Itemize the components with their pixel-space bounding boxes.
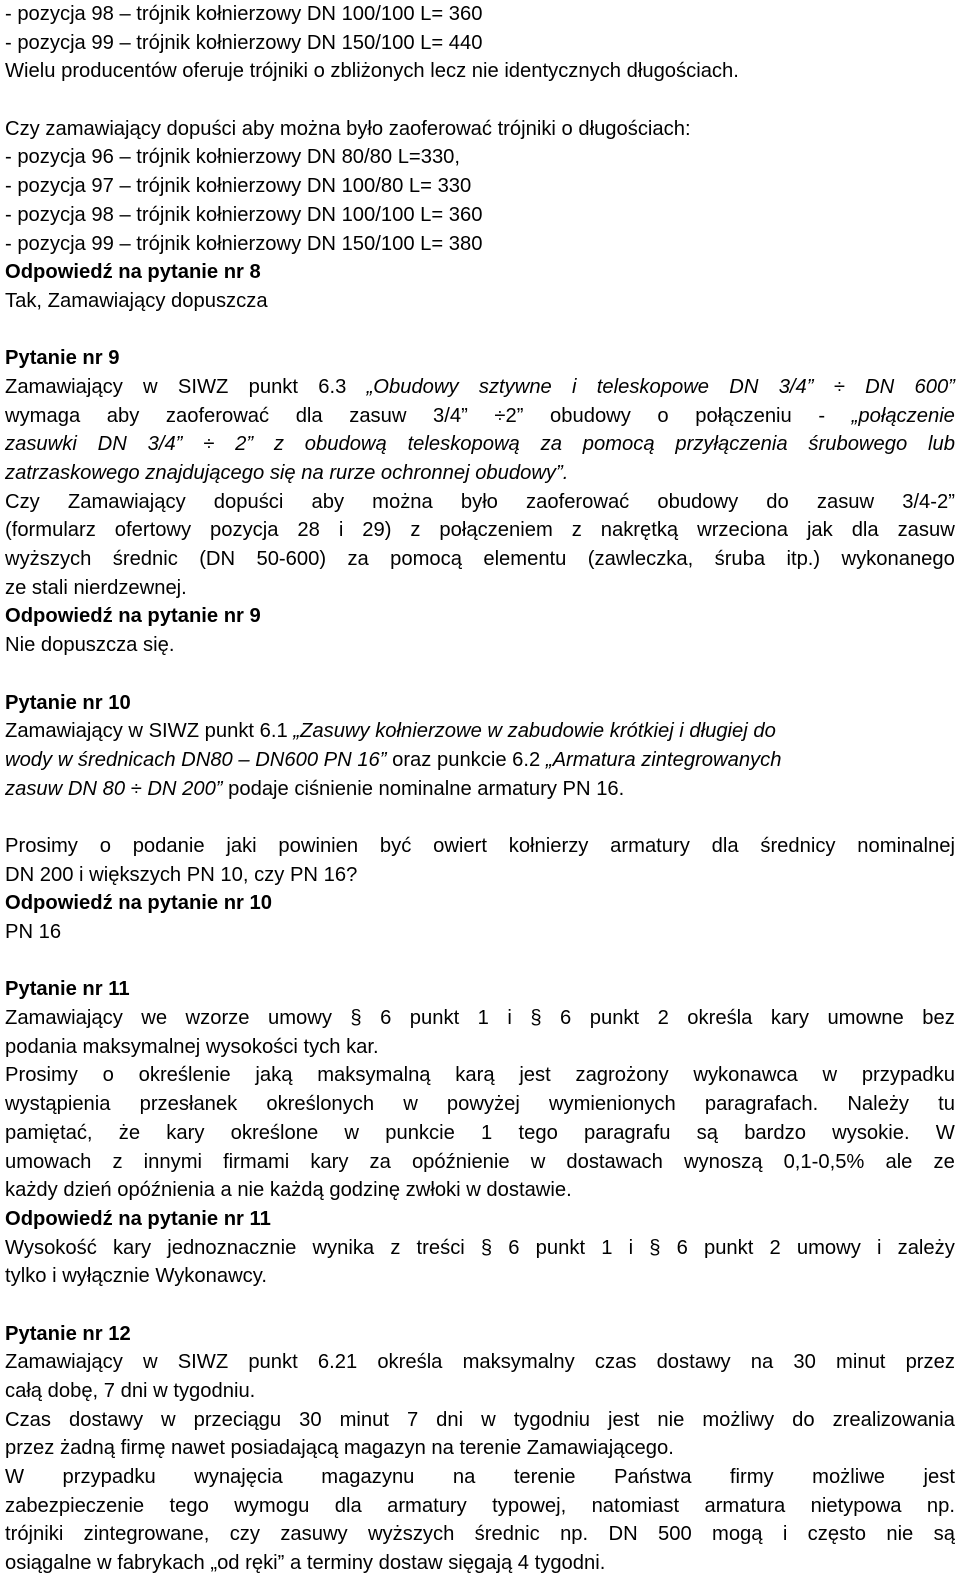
- question-heading-10: Pytanie nr 10: [5, 691, 131, 714]
- word: za: [347, 548, 369, 571]
- justified-line: [5, 1004, 955, 1033]
- word: tego: [169, 1494, 209, 1517]
- text-line: - pozycja 98 – trójnik kołnierzowy DN 100/100 L= 360: [5, 3, 483, 25]
- word: zaoferować: [165, 404, 270, 427]
- word: przypadku: [861, 1064, 955, 1087]
- word: DN: [97, 433, 127, 456]
- word: 6: [508, 1236, 520, 1259]
- word: wykonawca: [693, 1064, 798, 1087]
- word: „Obudowy: [366, 375, 459, 398]
- word: nakrętką: [600, 519, 679, 542]
- word: nominalnej: [857, 834, 955, 857]
- word: (DN: [199, 548, 236, 571]
- word: jaką: [255, 1064, 293, 1087]
- justified-line: [5, 1463, 955, 1492]
- word: z: [410, 519, 421, 542]
- text-run: Zamawiający w SIWZ punkt 6.1: [5, 720, 294, 743]
- question-heading-9: Pytanie nr 9: [5, 347, 120, 370]
- answer-heading-8: Odpowiedź na pytanie nr 8: [5, 261, 261, 284]
- word: wykonanego: [841, 548, 955, 571]
- text-line: każdy dzień opóźnienia a nie każdą godzinę zwłoki w dostawie.: [5, 1179, 572, 1202]
- word: dni: [436, 1408, 464, 1431]
- word: 3/4-2”: [902, 490, 955, 513]
- word: sztywne: [478, 375, 552, 398]
- word: średnic: [474, 1523, 540, 1546]
- word: punkt: [409, 1007, 460, 1030]
- text-line: - pozycja 97 – trójnik kołnierzowy DN 100/80 L= 330: [5, 175, 472, 198]
- word: ze: [933, 1150, 955, 1173]
- word: 29): [362, 519, 392, 542]
- word: Zamawiający: [5, 1007, 123, 1030]
- word: zasuwy: [280, 1523, 348, 1546]
- word: przesłanek: [139, 1093, 238, 1116]
- text-line: całą dobę, 7 dni w tygodniu.: [5, 1380, 256, 1402]
- word: powyżej: [446, 1093, 520, 1116]
- word: są: [933, 1523, 955, 1546]
- word: obudowy: [550, 404, 631, 427]
- word: i: [628, 1236, 634, 1259]
- word: 6: [560, 1007, 572, 1030]
- word: minut: [339, 1408, 389, 1431]
- word: zintegrowane,: [83, 1523, 210, 1546]
- question-heading-12: Pytanie nr 12: [5, 1322, 131, 1345]
- word: 2: [657, 1007, 669, 1030]
- word: zasuw: [816, 490, 875, 513]
- word: jak: [806, 519, 833, 542]
- word: nie: [657, 1408, 685, 1431]
- word: tu: [938, 1093, 955, 1116]
- word: punkt: [535, 1236, 586, 1259]
- word: DN: [865, 375, 895, 398]
- word: kary: [112, 1236, 152, 1259]
- word: „połączenie: [851, 404, 955, 427]
- word: zaoferować: [526, 490, 630, 513]
- word: obudową: [304, 433, 387, 456]
- word: pomocą: [390, 548, 462, 571]
- word: 28: [297, 519, 320, 542]
- word: średnicy: [760, 834, 836, 857]
- word: mogą: [712, 1523, 763, 1546]
- word: zagrożony: [575, 1064, 669, 1087]
- text-line: podania maksymalnej wysokości tych kar.: [5, 1035, 379, 1058]
- word: pozycja: [210, 519, 279, 542]
- blank-line: [5, 316, 957, 345]
- word: teleskopowe: [596, 375, 710, 398]
- text-line: [5, 746, 957, 775]
- word: ale: [885, 1150, 913, 1173]
- answer-text-9: Nie dopuszcza się.: [5, 634, 175, 657]
- word: przeciągu: [193, 1408, 282, 1431]
- word: dostawy: [68, 1408, 144, 1431]
- italic-run: „Armatura zintegrowanych: [545, 748, 782, 771]
- word: 6: [676, 1236, 688, 1259]
- word: i: [782, 1523, 788, 1546]
- word: określa: [687, 1007, 753, 1030]
- word: kołnierzy: [508, 834, 589, 857]
- word: Zamawiający: [5, 375, 123, 398]
- blank-line: [5, 1291, 957, 1320]
- word: Zamawiający: [67, 490, 186, 513]
- word: paragrafach.: [704, 1093, 819, 1116]
- word: z: [571, 519, 582, 542]
- word: i: [338, 519, 344, 542]
- word: 1: [477, 1007, 489, 1030]
- word: z: [390, 1236, 401, 1259]
- justified-line: [5, 402, 955, 431]
- word: 3/4”: [778, 375, 814, 398]
- word: za: [369, 1150, 391, 1173]
- word: armatura: [704, 1494, 786, 1517]
- word: §: [649, 1236, 661, 1259]
- word: treści: [416, 1236, 465, 1259]
- justified-line: [5, 545, 955, 574]
- justified-line: [5, 373, 955, 402]
- word: 50-600): [256, 548, 327, 571]
- word: punkt: [248, 1351, 298, 1374]
- word: wzorze: [185, 1007, 250, 1030]
- text-run: podaje ciśnienie nominalne armatury PN 16.: [222, 777, 625, 800]
- justified-line: [5, 430, 955, 459]
- word: za: [540, 433, 562, 456]
- word: lub: [928, 433, 955, 456]
- word: jest: [608, 1408, 640, 1431]
- word: o: [99, 834, 111, 857]
- word: SIWZ: [177, 1351, 229, 1374]
- word: W: [935, 1121, 955, 1144]
- word: armatury: [610, 834, 690, 857]
- justified-line: [5, 516, 955, 545]
- word: pomocą: [582, 433, 655, 456]
- word: Czy: [5, 490, 40, 513]
- word: dopuści: [213, 490, 284, 513]
- word: w: [143, 375, 158, 398]
- word: SIWZ: [177, 375, 229, 398]
- justified-line: [5, 1119, 955, 1148]
- word: maksymalny: [462, 1351, 575, 1374]
- word: zasuw: [349, 404, 407, 427]
- italic-run: wody w średnicach DN80 – DN600 PN 16”: [5, 748, 387, 771]
- justified-line: [5, 1406, 955, 1435]
- blank-line: [5, 803, 957, 832]
- word: firmy: [729, 1466, 774, 1489]
- word: Prosimy: [5, 1064, 78, 1087]
- word: terenie: [513, 1466, 576, 1489]
- word: podanie: [132, 834, 205, 857]
- word: wymienionych: [548, 1093, 676, 1116]
- word: nie: [886, 1523, 914, 1546]
- italic-run: zasuw DN 80 ÷ DN 200”: [5, 777, 223, 800]
- blank-line: [5, 660, 957, 689]
- word: Wysokość: [5, 1236, 97, 1259]
- word: dla: [334, 1494, 362, 1517]
- word: 600”: [914, 375, 955, 398]
- word: dostawy: [656, 1351, 731, 1374]
- word: §: [350, 1007, 362, 1030]
- word: możliwe: [812, 1466, 886, 1489]
- word: jest: [923, 1466, 955, 1489]
- word: zasuw: [897, 519, 955, 542]
- text-line: Czy zamawiający dopuści aby można było zaoferować trójniki o długościach:: [5, 117, 691, 140]
- blank-line: [5, 947, 957, 976]
- word: karą: [455, 1064, 495, 1087]
- word: na: [452, 1466, 476, 1489]
- word: paragrafu: [584, 1121, 671, 1144]
- justified-line: [5, 1090, 955, 1119]
- word: Należy: [847, 1093, 910, 1116]
- word: wysokie.: [832, 1121, 910, 1144]
- word: powinien: [278, 834, 359, 857]
- word: bez: [922, 1007, 955, 1030]
- word: tygodniu: [513, 1408, 591, 1431]
- answer-heading-10: Odpowiedź na pytanie nr 10: [5, 892, 272, 915]
- word: często: [807, 1523, 867, 1546]
- word: że: [118, 1121, 141, 1144]
- word: -: [818, 404, 826, 427]
- word: jednoznacznie: [167, 1236, 297, 1259]
- word: bardzo: [744, 1121, 806, 1144]
- word: wrzeciona: [697, 519, 788, 542]
- text-run: oraz punkcie 6.2: [386, 748, 546, 771]
- word: wyższych: [367, 1523, 455, 1546]
- word: określenie: [138, 1064, 231, 1087]
- text-line: [5, 717, 957, 746]
- text-line: - pozycja 96 – trójnik kołnierzowy DN 80/80 L=330,: [5, 146, 461, 169]
- text-line: ze stali nierdzewnej.: [5, 576, 187, 599]
- word: o: [102, 1064, 114, 1087]
- word: określonych: [266, 1093, 375, 1116]
- word: punkt: [589, 1007, 640, 1030]
- word: 6: [380, 1007, 392, 1030]
- question-heading-11: Pytanie nr 11: [5, 978, 130, 1001]
- word: (formularz: [5, 519, 96, 542]
- word: dostawach: [566, 1150, 663, 1173]
- word: wynoszą: [683, 1150, 763, 1173]
- word: jest: [519, 1064, 551, 1087]
- word: punkcie: [385, 1121, 455, 1144]
- word: 2”: [235, 433, 254, 456]
- word: minut: [836, 1351, 886, 1374]
- word: punkt: [248, 375, 298, 398]
- answer-text-10: PN 16: [5, 921, 62, 943]
- text-line: - pozycja 99 – trójnik kołnierzowy DN 150/100 L= 380: [5, 232, 483, 255]
- word: w: [344, 1121, 360, 1144]
- word: 30: [299, 1408, 322, 1431]
- word: wyższych: [5, 548, 92, 571]
- word: przyłączenia: [675, 433, 788, 456]
- word: kary: [310, 1150, 349, 1173]
- word: i: [572, 375, 577, 398]
- word: 0,1-0,5%: [783, 1150, 865, 1173]
- word: §: [530, 1007, 542, 1030]
- word: w: [481, 1408, 496, 1431]
- answer-heading-11: Odpowiedź na pytanie nr 11: [5, 1207, 271, 1230]
- word: zrealizowania: [832, 1408, 955, 1431]
- word: wynika: [312, 1236, 375, 1259]
- word: czas: [594, 1351, 637, 1374]
- word: są: [696, 1121, 718, 1144]
- word: Czas: [5, 1408, 51, 1431]
- word: dla: [711, 834, 739, 857]
- word: DN: [608, 1523, 638, 1546]
- word: i: [507, 1007, 512, 1030]
- word: umowy: [267, 1007, 332, 1030]
- word: aby: [311, 490, 345, 513]
- word: wymogu: [234, 1494, 310, 1517]
- word: połączeniem: [439, 519, 553, 542]
- word: typowej,: [492, 1494, 567, 1517]
- word: w: [142, 1351, 158, 1374]
- word: 500: [657, 1523, 692, 1546]
- text-line: - pozycja 99 – trójnik kołnierzowy DN 150/100 L= 440: [5, 31, 483, 54]
- text-line: Wielu producentów oferuje trójniki o zbliżonych lecz nie identycznych długościach.: [5, 60, 739, 83]
- word: owiert: [433, 834, 487, 857]
- word: np.: [926, 1494, 955, 1517]
- word: DN: [729, 375, 759, 398]
- word: można: [372, 490, 433, 513]
- word: 1: [481, 1121, 493, 1144]
- word: w: [530, 1150, 546, 1173]
- justified-line: [5, 1148, 955, 1177]
- word: zabezpieczenie: [5, 1494, 145, 1517]
- word: nietypowa: [810, 1494, 902, 1517]
- word: i: [876, 1236, 882, 1259]
- word: na: [750, 1351, 774, 1374]
- justified-line: [5, 1234, 955, 1263]
- word: dla: [851, 519, 879, 542]
- word: Prosimy: [5, 834, 78, 857]
- word: zasuwki: [5, 433, 77, 456]
- justified-line: [5, 1492, 955, 1521]
- word: wynajęcia: [194, 1466, 283, 1489]
- word: przez: [905, 1351, 955, 1374]
- word: opóźnienie: [411, 1150, 510, 1173]
- word: natomiast: [591, 1494, 680, 1517]
- word: o: [657, 404, 669, 427]
- word: określa: [377, 1351, 443, 1374]
- word: umowy: [796, 1236, 861, 1259]
- text-line: [5, 775, 957, 804]
- word: śruba: [714, 548, 766, 571]
- word: przypadku: [62, 1466, 156, 1489]
- word: 3/4”: [433, 404, 468, 427]
- word: 6.21: [317, 1351, 358, 1374]
- word: w: [161, 1408, 176, 1431]
- justified-line: [5, 832, 955, 861]
- word: punkt: [703, 1236, 754, 1259]
- word: w: [403, 1093, 418, 1116]
- text-line: tylko i wyłącznie Wykonawcy.: [5, 1265, 267, 1288]
- word: do: [792, 1408, 815, 1431]
- word: pamiętać,: [5, 1121, 93, 1144]
- word: Zamawiający: [5, 1351, 123, 1374]
- word: do: [766, 490, 789, 513]
- blank-line: [5, 86, 957, 115]
- word: 1: [601, 1236, 613, 1259]
- word: elementu: [483, 548, 567, 571]
- text-line: - pozycja 98 – trójnik kołnierzowy DN 100/100 L= 360: [5, 203, 483, 226]
- word: ÷: [203, 433, 215, 456]
- word: ÷2”: [494, 404, 524, 427]
- word: 30: [793, 1351, 816, 1374]
- word: określone: [230, 1121, 319, 1144]
- word: tego: [518, 1121, 558, 1144]
- word: było: [460, 490, 498, 513]
- answer-heading-9: Odpowiedź na pytanie nr 9: [5, 605, 261, 628]
- justified-line: [5, 1348, 955, 1377]
- word: średnic: [112, 548, 178, 571]
- word: 6.3: [318, 375, 347, 398]
- word: 3/4”: [147, 433, 183, 456]
- word: jaki: [226, 834, 257, 857]
- word: 7: [406, 1408, 419, 1431]
- word: innymi: [143, 1150, 202, 1173]
- text-line: osiągalne w fabrykach „od ręki” a terminy dostaw sięgają 4 tygodni.: [5, 1552, 606, 1575]
- text-line: zatrzaskowego znajdującego się na rurze ochronnej obudowy”.: [5, 462, 569, 484]
- word: wystąpienia: [5, 1093, 111, 1116]
- word: magazynu: [321, 1466, 415, 1489]
- word: zależy: [897, 1236, 955, 1259]
- word: kary: [770, 1007, 809, 1030]
- text-line: DN 200 i większych PN 10, czy PN 16?: [5, 863, 358, 886]
- word: kary: [166, 1121, 205, 1144]
- word: ÷: [833, 375, 845, 398]
- word: dla: [295, 404, 323, 427]
- word: 2: [769, 1236, 781, 1259]
- word: W: [5, 1466, 25, 1489]
- justified-line: [5, 488, 955, 517]
- word: z: [112, 1150, 123, 1173]
- word: armatury: [387, 1494, 467, 1517]
- word: z: [273, 433, 284, 456]
- word: np.: [560, 1523, 589, 1546]
- word: aby: [106, 404, 140, 427]
- word: §: [480, 1236, 493, 1259]
- word: umowach: [5, 1150, 92, 1173]
- answer-text-8: Tak, Zamawiający dopuszcza: [5, 289, 268, 312]
- word: we: [141, 1007, 168, 1030]
- word: możliwy: [702, 1408, 775, 1431]
- justified-line: [5, 1520, 955, 1549]
- word: trójniki: [5, 1523, 64, 1546]
- word: maksymalną: [317, 1064, 431, 1087]
- word: wymaga: [5, 404, 81, 427]
- word: (zawleczka,: [587, 548, 694, 571]
- word: ofertowy: [114, 519, 192, 542]
- word: Państwa: [614, 1466, 692, 1489]
- italic-run: „Zasuwy kołnierzowe w zabudowie krótkiej i długiej do: [293, 720, 776, 743]
- word: być: [379, 834, 412, 857]
- word: połączeniu: [695, 404, 792, 427]
- word: obudowy: [657, 490, 739, 513]
- text-line: przez żadną firmę nawet posiadającą magazyn na terenie Zamawiającego.: [5, 1437, 674, 1460]
- word: w: [822, 1064, 838, 1087]
- word: firmami: [223, 1150, 290, 1173]
- word: śrubowego: [808, 433, 908, 456]
- word: umowne: [827, 1007, 904, 1030]
- word: itp.): [786, 548, 821, 571]
- justified-line: [5, 1061, 955, 1090]
- word: teleskopową: [407, 433, 520, 456]
- word: czy: [229, 1523, 260, 1546]
